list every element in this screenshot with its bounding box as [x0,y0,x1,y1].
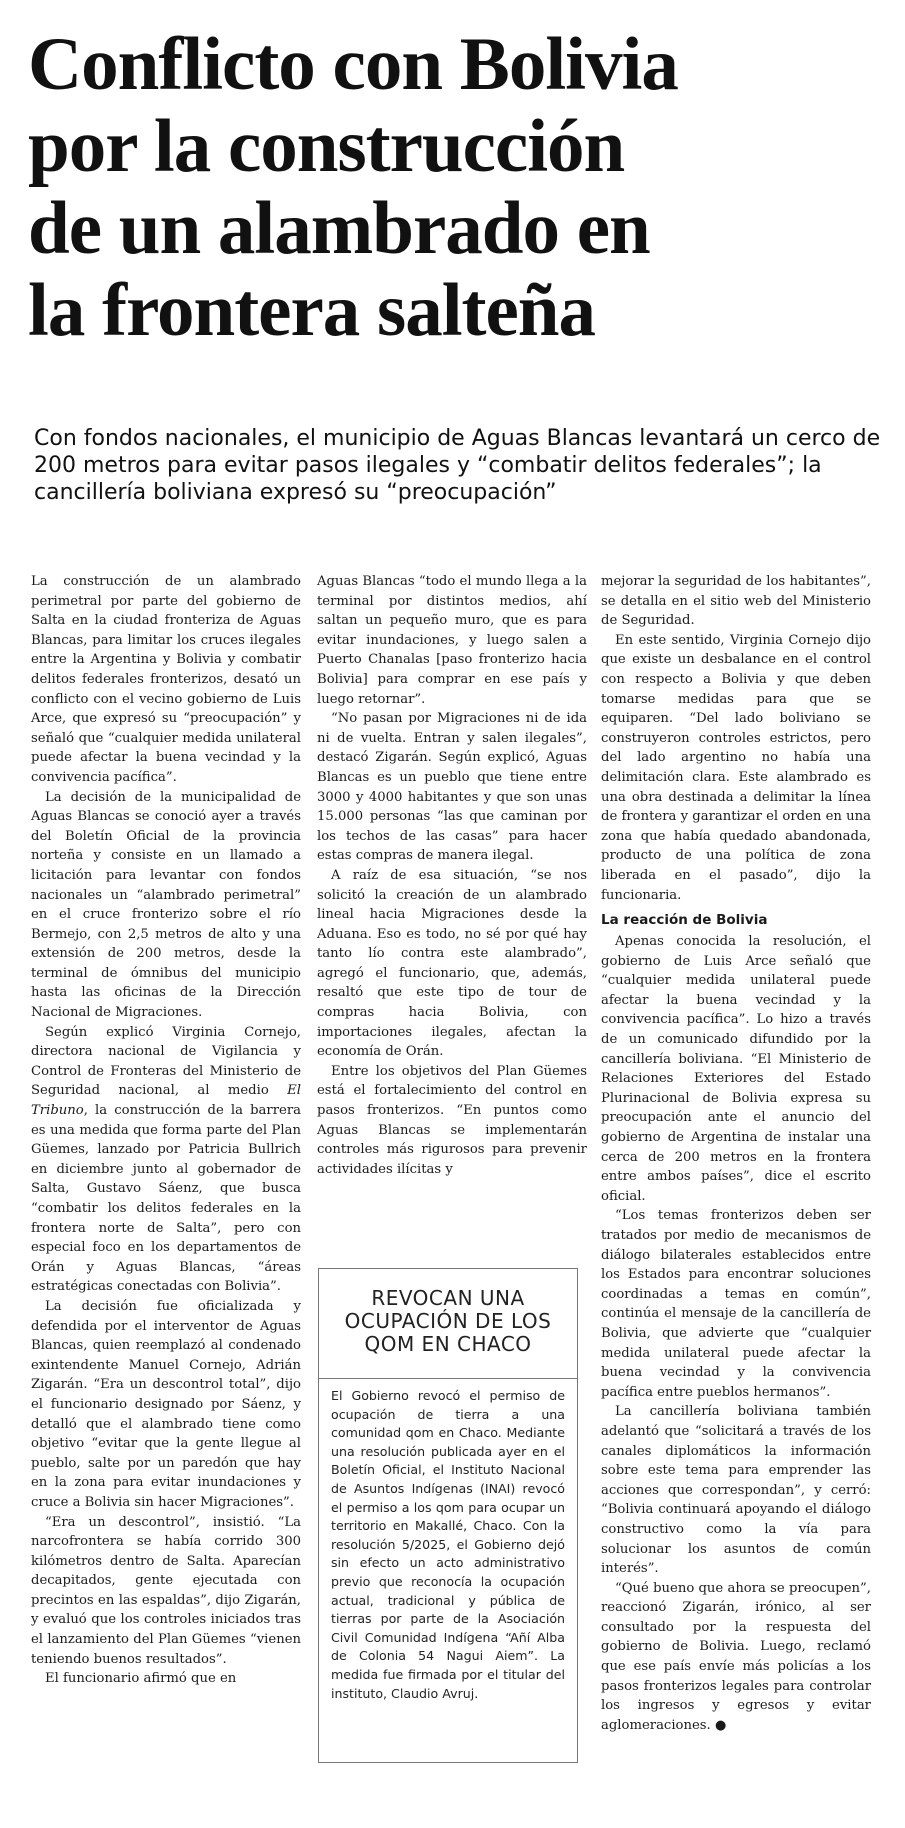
paragraph: A raíz de esa situación, “se nos solicitó la creación de un alambrado lineal hacia Migraciones desde la Aduana. Eso es todo, no sé por qué hay tanto lío contra este alambrado”, agregó el funcionario, que, además, resaltó que este tipo de tour de compras hacia Bolivia, con importaciones ilegales, afectan la economía de Orán. [317,867,587,1060]
paragraph: “Era un descontrol”, insistió. “La narcofrontera se había corrido 300 kilómetros dentro de Salta. Aparecían decapitados, gente ejecutada con precintos en las espaldas”, dijo Zigarán, y evaluó que los controles iniciados tras el lanzamiento del Plan Güemes “vienen teniendo buenos resultados”. [31,1514,301,1667]
paragraph: Aguas Blancas “todo el mundo llega a la terminal por distintos medios, ahí saltan un pequeño muro, que es para evitar inundaciones, y luego salen a Puerto Chanalas [paso fronterizo hacia Bolivia] para comprar en ese país y luego retornar”. [317,574,587,707]
sidebar-body: El Gobierno revocó el permiso de ocupación de tierra a una comunidad qom en Chaco. Mediante una resolución publicada ayer en el Boletín Oficial, el Instituto Nacional de Asuntos Indígenas (INAI) revocó el permiso a los qom para ocupar un territorio en Makallé, Chaco. Con la resolución 5/2025, el Gobierno dejó sin efecto un acto administrativo previo que reconocía la ocupación actual, tradicional y pública de tierras por parte de la Asociación Civil Comunidad Indígena “Añí Alba de Colonia 54 Nagui Aiem”. La medida fue firmada por el titular del instituto, Claudio Avruj. [331,1388,565,1701]
newspaper-name: El Tribuno [31,1083,301,1119]
article-column-3 [601,572,871,1822]
paragraph: Apenas conocida la resolución, el gobierno de Luis Arce señaló que “cualquier medida unilateral puede afectar la buena vecindad y la convivencia pacífica”. Lo hizo a través de un comunicado difundido por la cancillería boliviana. “El Ministerio de Relaciones Exteriores del Estado Plurinacional de Bolivia expresa su preocupación ante el anuncio del gobierno de Argentina de instalar una cerca de 200 metros en la frontera entre ambos países”, dice el escrito oficial. [601,934,871,1204]
headline-line: por la construcción [28,105,625,188]
paragraph-text: , la construcción de la barrera es una medida que forma parte del Plan Güemes, lanzado por Patricia Bullrich en diciembre junto al gobernador de Salta, Gustavo Sáenz, que busca “combatir los delitos federales en la frontera norte de Salta”, pero con especial foco en los departamentos de Orán y Aguas Blancas, “áreas estratégicas conectadas con Bolivia”. [31,1103,301,1295]
paragraph [601,1579,871,1736]
headline-line: de un alambrado en [28,187,650,270]
paragraph-text: “Qué bueno que ahora se preocupen”, reaccionó Zigarán, irónico, al ser consultado por la respuesta del gobierno de Bolivia. Luego, reclamó que ese país envíe más policías a los pasos fronterizos legales para controlar los ingresos y egresos y evitar aglomeraciones. [601,1580,871,1733]
paragraph [31,1023,301,1297]
article-column-2 [317,572,587,1177]
paragraph: Entre los objetivos del Plan Güemes está el fortalecimiento del control en pasos fronterizos. “En puntos como Aguas Blancas se implementarán controles más rigurosos para prevenir actividades ilícitas y [317,1063,587,1177]
paragraph: En este sentido, Virginia Cornejo dijo que existe un desbalance en el control con respecto a Bolivia y que deben tomarse medidas para que se equiparen. “Del lado boliviano se construyeron controles estrictos, pero del lado argentino no había una delimitación clara. Este alambrado es una obra destinada a delimitar la línea de frontera y garantizar el orden en una zona que había quedado abandonada, producto de una política de zona liberada en el pasado”, dijo la funcionaria. [601,632,871,903]
section-subtitle: La reacción de Bolivia [601,912,768,929]
paragraph: mejorar la seguridad de los habitantes”, se detalla en el sitio web del Ministerio de Seguridad. [601,574,871,629]
paragraph: El funcionario afirmó que en [45,1671,237,1687]
end-mark-icon: ● [714,1717,727,1733]
subheadline: Con fondos nacionales, el municipio de Aguas Blancas levantará un cerco de 200 metros para evitar pasos ilegales y “combatir delitos federales”; la cancillería boliviana expresó su “preocupación” [34,426,881,505]
paragraph: La decisión fue oficializada y defendida por el interventor de Aguas Blancas, quien reemplazó al condenado exintendente Manuel Cornejo, Adrián Zigarán. “Era un descontrol total”, dijo el funcionario designado por Sáenz, y detalló que el alambrado tiene como objetivo “evitar que la gente llegue al pueblo, salte por un paredón que hay en la zona para evitar inundaciones y cruce a Bolivia sin hacer Migraciones”. [31,1298,301,1510]
paragraph: “No pasan por Migraciones ni de ida ni de vuelta. Entran y salen ilegales”, destacó Zigarán. Según explicó, Aguas Blancas es un pueblo que tiene entre 3000 y 4000 habitantes y que son unas 15.000 personas “las que caminan por los techos de las casas” para hacer estas compras de manera ilegal. [317,711,587,864]
paragraph: La cancillería boliviana también adelantó que “solicitará a través de los canales diplomáticos la información sobre este tema para emprender las acciones que correspondan”, y cerró: “Bolivia continuará apoyando el diálogo constructivo como la vía para solucionar los asuntos de común interés”. [601,1404,871,1577]
sidebar-box [318,1268,578,1763]
article-column-1 [31,572,301,1807]
headline [28,24,888,352]
sidebar-divider [319,1378,577,1379]
paragraph: La construcción de un alambrado perimetral por parte del gobierno de Salta en la ciudad fronteriza de Aguas Blancas, para limitar los cruces ilegales entre la Argentina y Bolivia y combatir delitos federales fronterizos, desató un conflicto con el vecino gobierno de Luis Arce, que expresó su “preocupación” y señaló que “cualquier medida unilateral puede afectar la buena vecindad y la convivencia pacífica”. [31,574,301,785]
headline-line: Conflicto con Bolivia [28,23,678,106]
paragraph: “Los temas fronterizos deben ser tratados por medio de mecanismos de diálogo bilaterales establecidos entre los Estados para encontrar soluciones coordinadas a temas en común”, continúa el mensaje de la cancillería de Bolivia, que advierte que “cualquier medida unilateral puede afectar la buena vecindad y la convivencia pacífica entre pueblos hermanos”. [601,1208,871,1400]
headline-line: la frontera salteña [28,269,596,352]
sidebar-title: REVOCAN UNA OCUPACIÓN DE LOS QOM EN CHACO [344,1286,552,1356]
paragraph-text: Según explicó Virginia Cornejo, directora nacional de Vigilancia y Control de Fronteras del Ministerio de Seguridad nacional, al medio [31,1024,301,1099]
paragraph: La decisión de la municipalidad de Aguas Blancas se conoció ayer a través del Boletín Oficial de la provincia norteña y consiste en un llamado a licitación para levantar con fondos nacionales un “alambrado perimetral” en el cruce fronterizo sobre el río Bermejo, con 2,5 metros de alto y una extensión de 200 metros, desde la terminal de ómnibus del municipio hasta las oficinas de la Dirección Nacional de Migraciones. [31,789,301,1021]
